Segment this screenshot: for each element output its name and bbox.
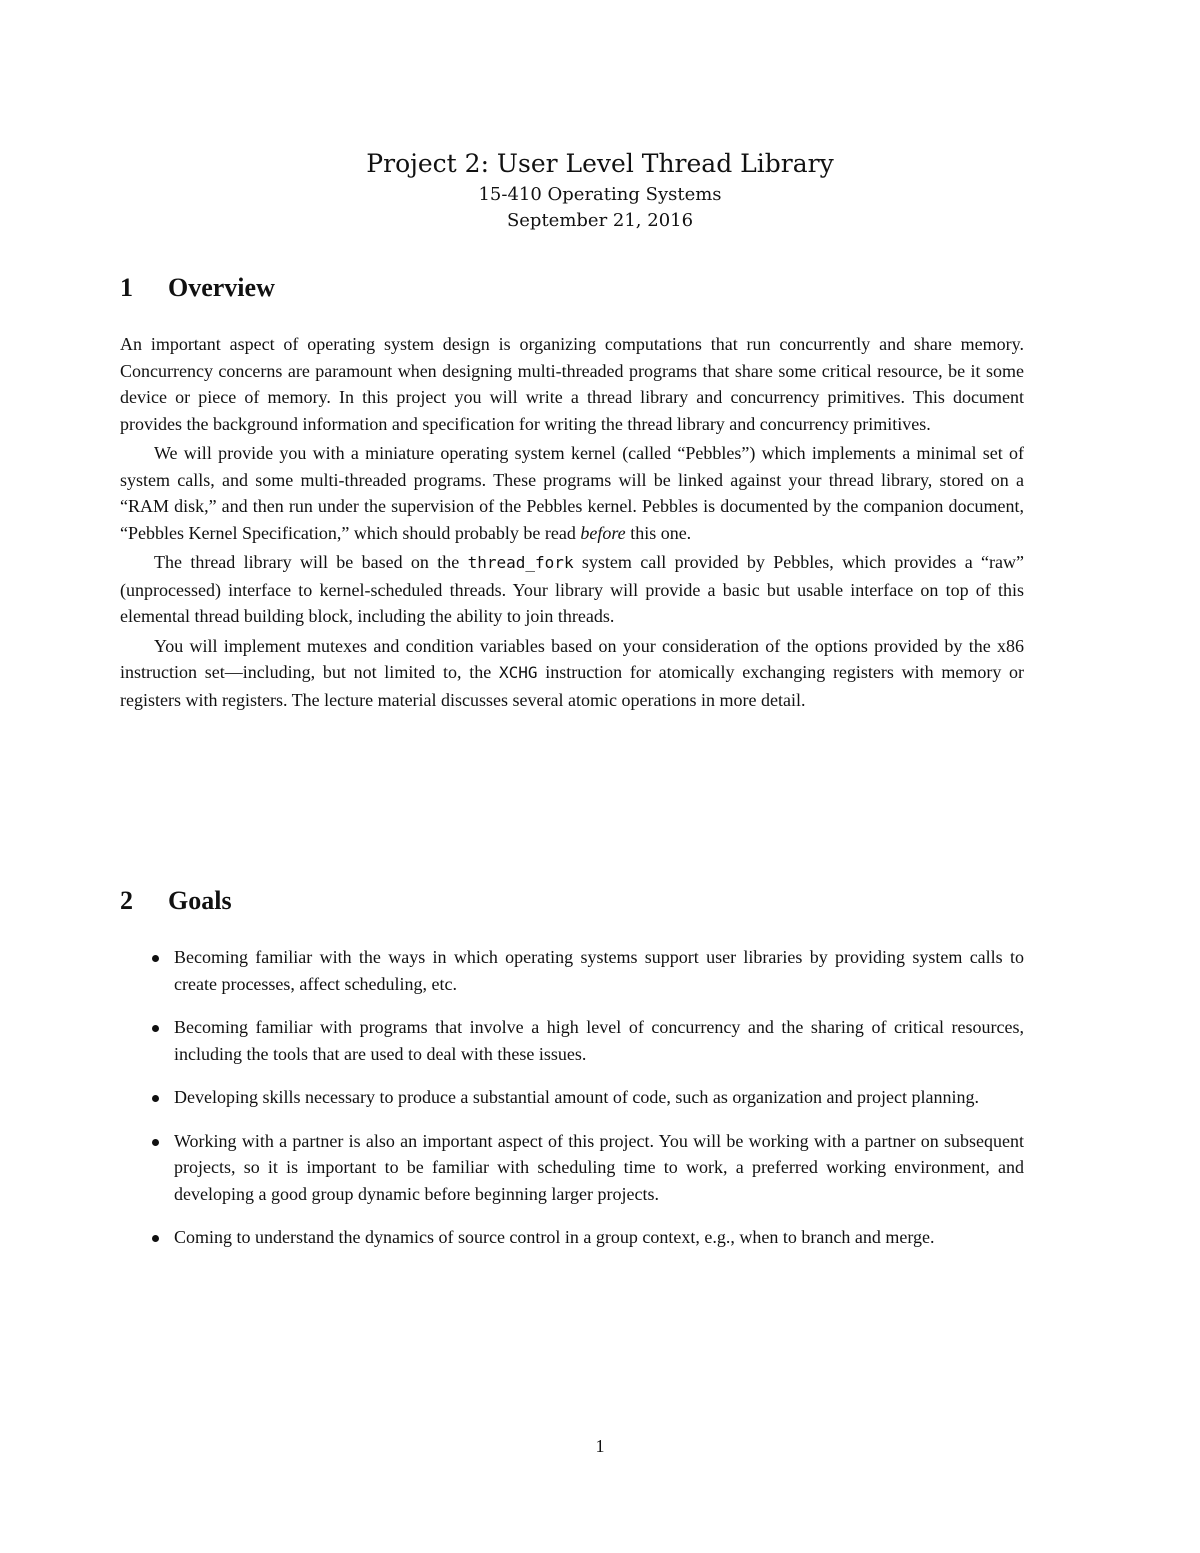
- section-heading-goals: [120, 885, 232, 917]
- section-heading-overview: [120, 272, 275, 304]
- overview-paragraph-2: We will provide you with a miniature operating system kernel (called “Pebbles”) which implements a minimal set of system calls, and some multi-threaded programs. These programs will be linked against your thread library, stored on a “RAM disk,” and then run under the supervision of the Pebbles kernel. Pebbles is documented by the companion document, “Pebbles Kernel Specification,” which should probably be read before this one.: [120, 443, 1024, 543]
- code-thread-fork: thread_fork: [467, 553, 574, 572]
- bullet-icon: [152, 1025, 159, 1032]
- list-item: Developing skills necessary to produce a substantial amount of code, such as organization and project planning.: [148, 1084, 1024, 1111]
- overview-paragraph-1: An important aspect of operating system design is organizing computations that run concurrently and share memory. Concurrency concerns are paramount when designing multi-threaded programs that share some critical resource, be it some device or piece of memory. In this project you will write a thread library and concurrency primitives. This document provides the background information and specification for writing the thread library and concurrency primitives.: [120, 334, 1024, 434]
- overview-body: [120, 331, 1024, 713]
- overview-paragraph-4: You will implement mutexes and condition variables based on your consideration of the options provided by the x86 instruction set—including, but not limited to, the XCHG instruction for atomically exchanging registers with memory or registers with registers. The lecture material discusses several atomic operations in more detail.: [120, 635, 1025, 710]
- bullet-icon: [152, 1139, 159, 1146]
- page-number: 1: [595, 1436, 605, 1456]
- overview-paragraph-3: The thread library will be based on the thread_fork system call provided by Pebbles, which provides a “raw” (unprocessed) interface to kernel-scheduled threads. Your library will provide a basic but usable interface on top of this elemental thread building block, including the ability to join threads.: [120, 552, 1025, 626]
- code-xchg: XCHG: [498, 663, 538, 682]
- list-item: Becoming familiar with programs that involve a high level of concurrency and the sharing of critical resources, including the tools that are used to deal with these issues.: [148, 1014, 1024, 1067]
- bullet-icon: [152, 1095, 159, 1102]
- course-name: 15-410 Operating Systems: [478, 184, 722, 205]
- document-title: Project 2: User Level Thread Library: [366, 149, 834, 178]
- bullet-icon: [152, 955, 159, 962]
- list-item: Working with a partner is also an important aspect of this project. You will be working with a partner on subsequent projects, so it is important to be familiar with scheduling time to work, a preferred working environment, and developing a good group dynamic before beginning larger projects.: [148, 1128, 1024, 1208]
- document-date: September 21, 2016: [506, 210, 694, 231]
- bullet-icon: [152, 1235, 159, 1242]
- list-item: Coming to understand the dynamics of source control in a group context, e.g., when to branch and merge.: [148, 1224, 1024, 1251]
- goals-list: [148, 944, 1024, 1268]
- section-number: 2: [120, 886, 133, 915]
- section-number: 1: [120, 273, 133, 302]
- emphasis-before: before: [580, 522, 626, 543]
- section-title: Overview: [168, 273, 275, 302]
- section-title: Goals: [168, 886, 232, 915]
- list-item: Becoming familiar with the ways in which operating systems support user libraries by providing system calls to create processes, affect scheduling, etc.: [148, 944, 1024, 997]
